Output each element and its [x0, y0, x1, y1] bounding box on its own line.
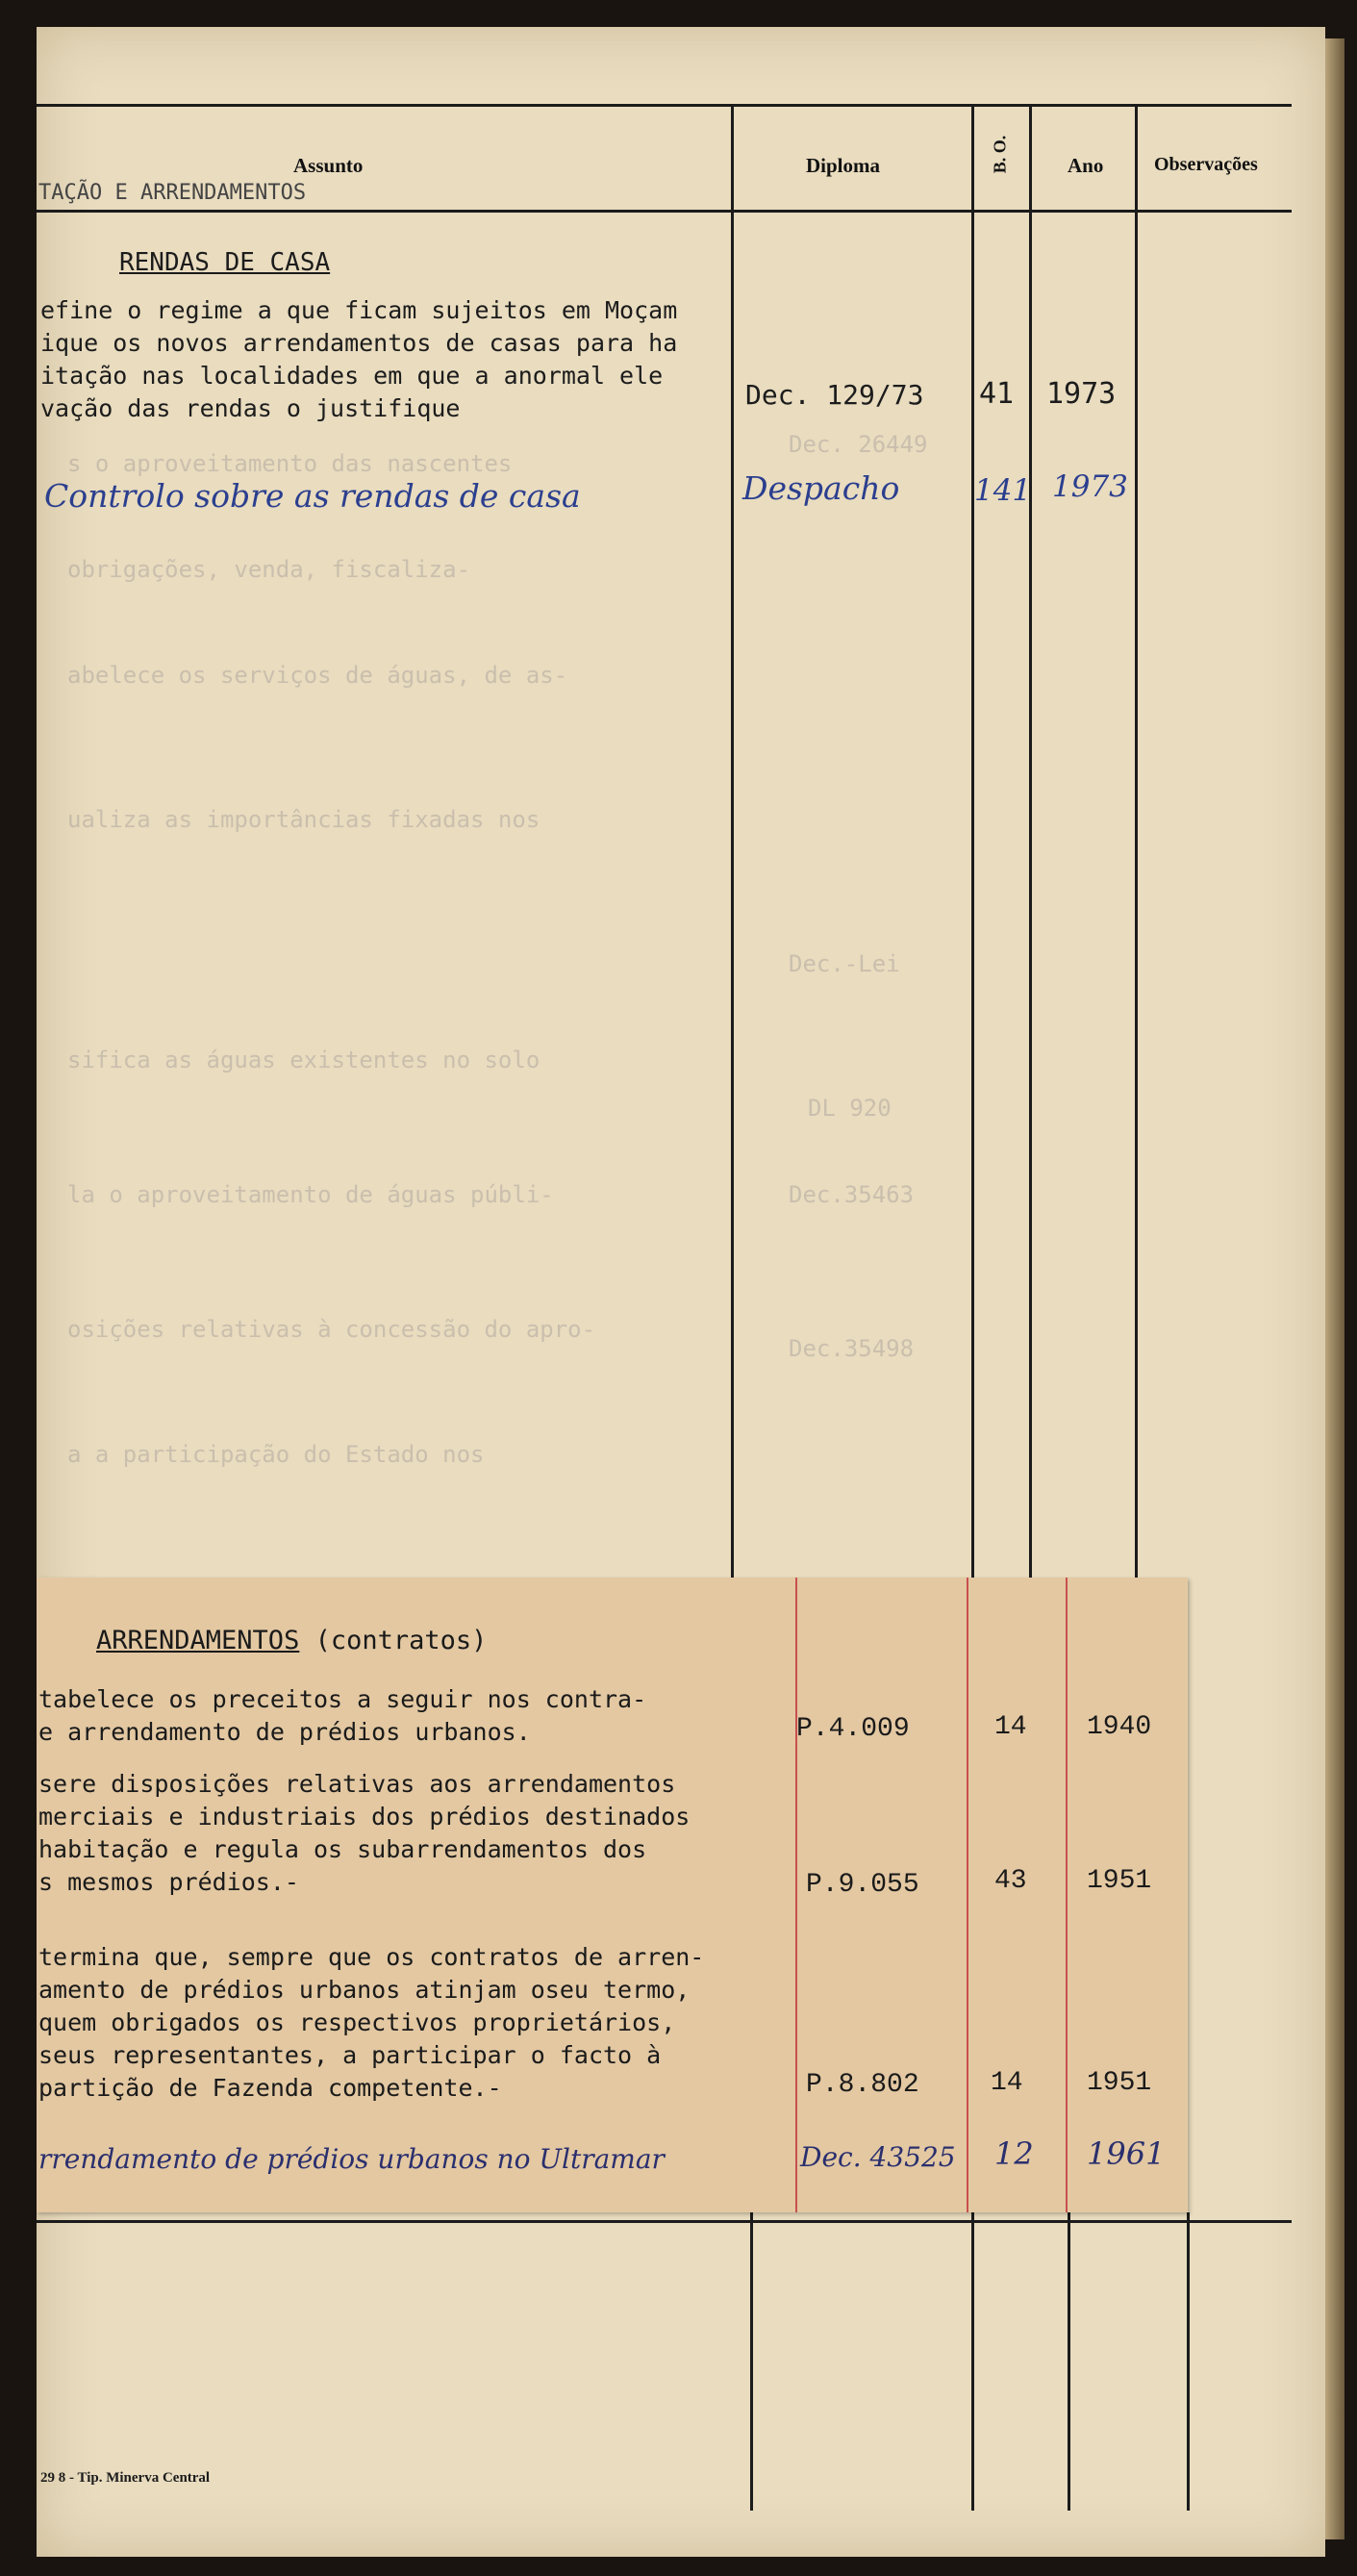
header-assunto: Assunto: [293, 154, 364, 177]
top-rule: [37, 104, 1292, 107]
ghost-text: abelece os serviços de águas, de as-: [67, 662, 568, 689]
column-rule-diploma-low: [971, 2212, 974, 2511]
clipping-title: [96, 1626, 487, 1655]
entry-line: vação das rendas o justifique: [40, 394, 461, 422]
header-observacoes: Observações: [1154, 154, 1258, 175]
card-stack-edge: [1325, 38, 1344, 2539]
clip-line: quem obrigados os respectivos proprietários,: [38, 2008, 676, 2036]
entry-bo: 41: [979, 377, 1015, 411]
bottom-rule: [37, 2220, 1292, 2223]
clip-diploma: P.8.802: [806, 2070, 919, 2100]
header-rule: [37, 210, 1292, 213]
column-rule-ano-low: [1187, 2212, 1190, 2511]
clip-line: tabelece os preceitos a seguir nos contra-: [38, 1685, 647, 1713]
entry-diploma: Dec. 129/73: [745, 379, 924, 411]
clip-line: e arrendamento de prédios urbanos.: [38, 1718, 531, 1746]
clip-ano: 1951: [1087, 2068, 1152, 2098]
clipping-title-suffix: (contratos): [314, 1626, 488, 1655]
clip-line: s mesmos prédios.-: [38, 1868, 299, 1896]
clip-line: termina que, sempre que os contratos de arren-: [38, 1943, 705, 1971]
red-rule: [795, 1578, 797, 2212]
ghost-text: a a participação do Estado nos: [67, 1441, 485, 1468]
clip-handwritten-ano: 1961: [1087, 2135, 1166, 2172]
clip-diploma: P.9.055: [806, 1870, 919, 1900]
clip-line: partição de Fazenda competente.-: [38, 2074, 502, 2102]
header-diploma: Diploma: [806, 154, 881, 177]
printer-imprint: 29 8 - Tip. Minerva Central: [40, 2470, 211, 2486]
clip-ano: 1951: [1087, 1866, 1152, 1896]
ghost-text: osições relativas à concessão do apro-: [67, 1316, 596, 1343]
red-rule: [967, 1578, 968, 2212]
clip-bo: 14: [991, 2068, 1023, 2098]
clipping-title-main: ARRENDAMENTOS: [96, 1626, 300, 1655]
clip-line: amento de prédios urbanos atinjam oseu termo,: [38, 1976, 691, 2004]
entry-ano: 1973: [1046, 377, 1117, 411]
clip-handwritten-diploma: Dec. 43525: [800, 2141, 956, 2173]
column-rule-bo: [1029, 104, 1032, 1578]
red-rule: [1066, 1578, 1068, 2212]
clip-ano: 1940: [1087, 1712, 1152, 1742]
ghost-text: Dec.-Lei: [789, 950, 900, 977]
clip-bo: 43: [994, 1866, 1027, 1896]
header-ano: Ano: [1068, 154, 1104, 177]
clip-handwritten-line: rrendamento de prédios urbanos no Ultramar: [38, 2143, 665, 2175]
column-rule-assunto: [731, 104, 734, 1578]
ghost-text: la o aproveitamento de águas públi-: [67, 1181, 554, 1208]
section-title: RENDAS DE CASA: [119, 248, 331, 277]
header-bo: B. O.: [990, 135, 1010, 174]
handwritten-assunto: Controlo sobre as rendas de casa: [44, 477, 581, 515]
clip-line: habitação e regula os subarrendamentos dos: [38, 1835, 647, 1863]
clip-line: seus representantes, a participar o facto à: [38, 2041, 662, 2069]
ghost-text: Dec.35463: [789, 1181, 915, 1208]
ghost-text: obrigações, venda, fiscaliza-: [67, 556, 471, 583]
ghost-text: ualiza as importâncias fixadas nos: [67, 806, 540, 833]
clip-diploma: P.4.009: [796, 1714, 910, 1744]
handwritten-ano: 1973: [1052, 469, 1128, 504]
clip-line: sere disposições relativas aos arrendamentos: [38, 1770, 676, 1798]
clip-line: merciais e industriais dos prédios destinados: [38, 1803, 691, 1831]
category-label: TAÇÃO E ARRENDAMENTOS: [38, 181, 307, 205]
ghost-text: s o aproveitamento das nascentes: [67, 450, 513, 477]
entry-line: ique os novos arrendamentos de casas para ha: [40, 329, 678, 357]
handwritten-bo: 141: [974, 473, 1032, 508]
clip-bo: 14: [994, 1712, 1027, 1742]
entry-line: itação nas localidades em que a anormal ele: [40, 362, 664, 390]
ghost-text: sifica as águas existentes no solo: [67, 1047, 540, 1073]
clip-handwritten-bo: 12: [994, 2135, 1034, 2172]
ghost-text: Dec.35498: [789, 1335, 915, 1362]
ghost-text: Dec. 26449: [789, 431, 928, 458]
handwritten-diploma: Despacho: [742, 469, 900, 507]
entry-line: efine o regime a que ficam sujeitos em Moçam: [40, 296, 678, 324]
column-rule-bo-low: [1068, 2212, 1070, 2511]
column-rule-ano: [1135, 104, 1138, 1578]
column-rule-assunto-low: [750, 2212, 753, 2511]
column-rule-diploma: [971, 104, 974, 1578]
ghost-text: DL 920: [808, 1095, 892, 1122]
